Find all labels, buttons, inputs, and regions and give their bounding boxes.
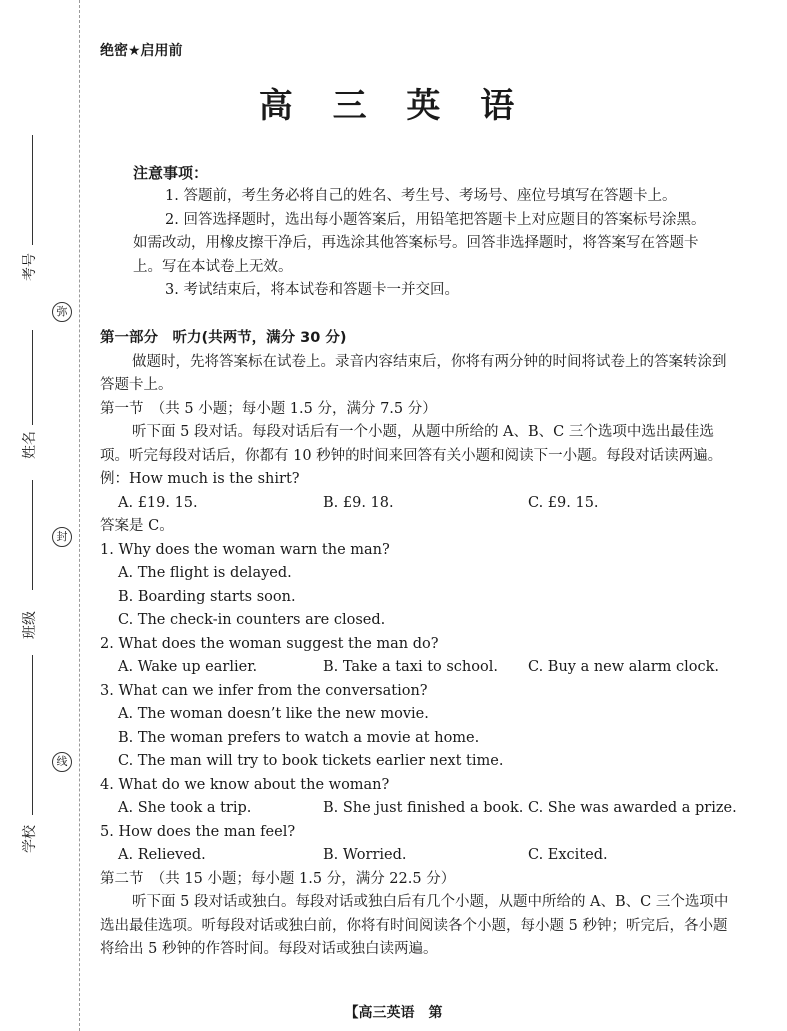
q4-option-b: B. She just finished a book. <box>323 800 524 816</box>
q1-option-b: B. Boarding starts soon. <box>118 588 296 605</box>
seal-mi-icon: 弥 <box>52 302 72 322</box>
part1-intro: 做题时，先将答案标在试卷上。录音内容结束后，你将有两分钟的时间将试卷上的答案转涂到答题卡上。 <box>100 353 727 393</box>
q4-option-a: A. She took a trip. <box>118 800 252 816</box>
q2-options <box>100 656 740 680</box>
q2-option-a: A. Wake up earlier. <box>118 659 258 675</box>
binding-dashed-line <box>79 0 81 1031</box>
question-3: 3. What can we infer from the conversation? <box>100 682 428 699</box>
margin-school-label: 学校 <box>22 825 38 853</box>
example-question: 例：How much is the shirt? <box>100 471 300 487</box>
section2-intro: 听下面 5 段对话或独白。每段对话或独白后有几个小题，从题中所给的 A、B、C 三个选项中选出最佳选项。听每段对话或独白前，你将有时间阅读各个小题，每小题 5 秒钟；听完后，各小题将给出 5 秒钟的作答时间。每段对话或独白读两遍。 <box>100 894 729 957</box>
q2-option-b: B. Take a taxi to school. <box>323 659 498 675</box>
section1-intro: 听下面 5 段对话。每段对话后有一个小题，从题中所给的 A、B、C 三个选项中选出最佳选项。听完每段对话后，你都有 10 秒钟的时间来回答有关小题和阅读下一小题。每段对话读两遍。 <box>100 424 723 464</box>
class-blank-top <box>32 480 33 590</box>
q2-option-c: C. Buy a new alarm clock. <box>528 659 720 675</box>
notes-item-2: 2. 回答选择题时，选出每小题答案后，用铅笔把答题卡上对应题目的答案标号涂黑。如需改动，用橡皮擦干净后，再选涂其他答案标号。回答非选择题时，将答案写在答题卡上。写在本试卷上无效。 <box>133 211 706 275</box>
margin-exam-no-label: 考号 <box>22 253 38 281</box>
page-title: 高 三 英 语 <box>258 86 529 126</box>
q3-option-c: C. The man will try to book tickets earlier next time. <box>118 753 504 769</box>
margin-name-label: 姓名 <box>22 431 38 459</box>
q4-option-c: C. She was awarded a prize. <box>528 800 737 816</box>
q5-options <box>100 844 740 868</box>
question-4: 4. What do we know about the woman? <box>100 776 390 793</box>
page-footer: 【高三英语 第 <box>344 1005 443 1021</box>
q1-option-a: A. The flight is delayed. <box>118 565 292 581</box>
example-answer: 答案是 C。 <box>100 518 174 534</box>
example-option-a: A. £19. 15. <box>118 494 198 511</box>
question-5: 5. How does the man feel? <box>100 823 296 840</box>
q3-option-b: B. The woman prefers to watch a movie at home. <box>118 729 480 746</box>
notes-list <box>133 185 708 303</box>
q4-options <box>100 797 740 821</box>
question-2: 2. What does the woman suggest the man do? <box>100 635 439 652</box>
notes-title: 注意事项： <box>133 164 209 182</box>
example-options <box>100 492 740 516</box>
section2-heading: 第二节 （共 15 小题；每小题 1.5 分，满分 22.5 分） <box>100 870 456 887</box>
section1-heading: 第一节 （共 5 小题；每小题 1.5 分，满分 7.5 分） <box>100 400 437 417</box>
seal-xian-icon: 线 <box>52 752 72 772</box>
notes-item-1: 1. 答题前，考生务必将自己的姓名、考生号、考场号、座位号填写在答题卡上。 <box>165 188 677 204</box>
seal-feng-icon: 封 <box>52 527 72 547</box>
name-blank <box>32 330 33 425</box>
q5-option-b: B. Worried. <box>323 847 407 863</box>
margin-class-label: 班级 <box>22 611 38 639</box>
exam-no-blank <box>32 135 33 245</box>
notes-item-3: 3. 考试结束后，将本试卷和答题卡一并交回。 <box>165 282 459 298</box>
example-option-c: C. £9. 15. <box>528 494 599 511</box>
q5-option-a: A. Relieved. <box>118 847 206 863</box>
part1-heading: 第一部分 听力(共两节，满分 30 分) <box>100 330 347 346</box>
q1-option-c: C. The check-in counters are closed. <box>118 612 386 628</box>
school-blank <box>32 655 33 815</box>
secret-label: 绝密★启用前 <box>100 43 183 59</box>
q5-option-c: C. Excited. <box>528 847 608 863</box>
part1-block <box>100 327 740 962</box>
example-option-b: B. £9. 18. <box>323 494 394 511</box>
question-1: 1. Why does the woman warn the man? <box>100 541 390 558</box>
q3-option-a: A. The woman doesn’t like the new movie. <box>118 706 429 722</box>
